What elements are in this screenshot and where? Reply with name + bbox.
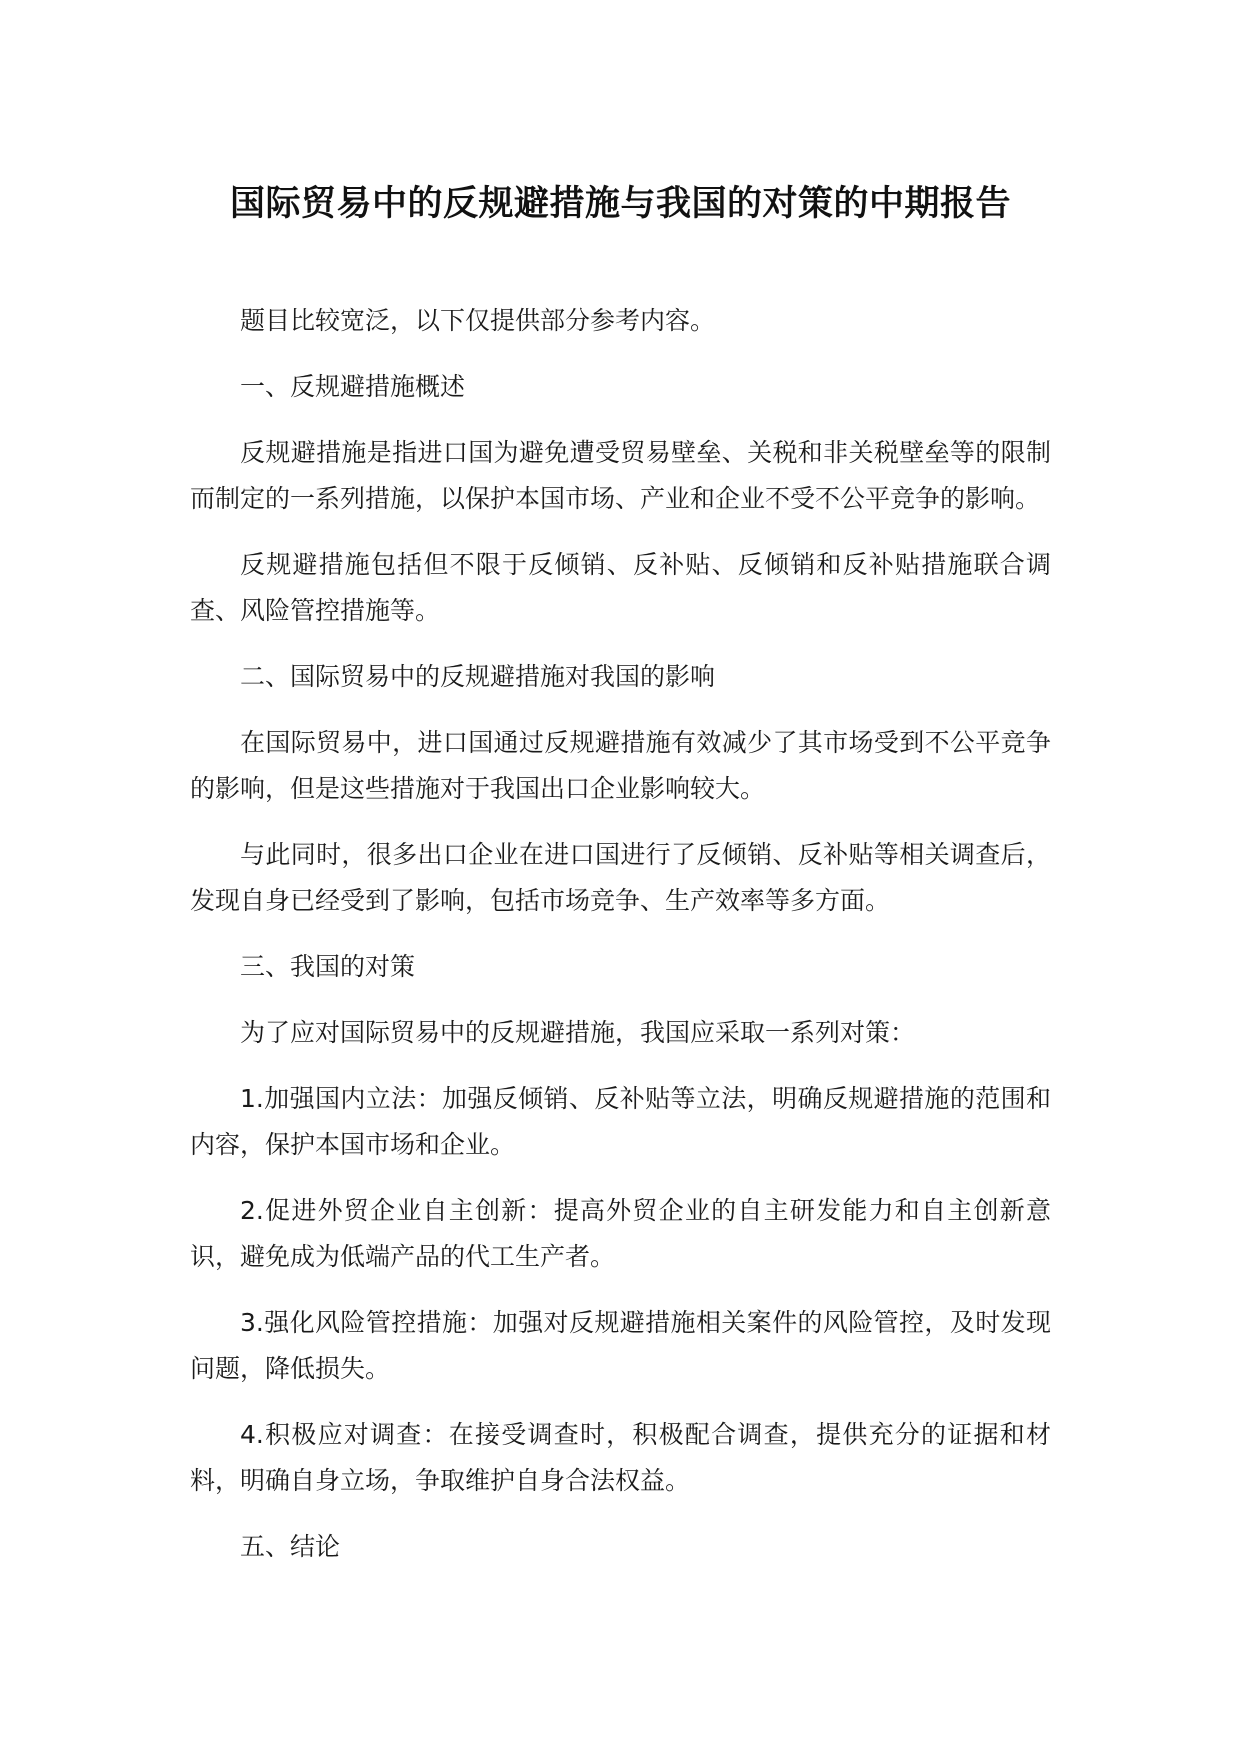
document-title: 国际贸易中的反规避措施与我国的对策的中期报告: [229, 184, 1011, 224]
paragraph: 与此同时，很多出口企业在进口国进行了反倾销、反补贴等相关调查后，发现自身已经受到了影响，包括市场竞争、生产效率等多方面。: [190, 840, 1051, 915]
list-item: 1.加强国内立法：加强反倾销、反补贴等立法，明确反规避措施的范围和内容，保护本国市场和企业。: [190, 1084, 1051, 1159]
section-heading-3: 三、我国的对策: [240, 952, 416, 981]
paragraph: 反规避措施是指进口国为避免遭受贸易壁垒、关税和非关税壁垒等的限制而制定的一系列措施，以保护本国市场、产业和企业不受不公平竞争的影响。: [190, 438, 1051, 513]
paragraph: 在国际贸易中，进口国通过反规避措施有效减少了其市场受到不公平竞争的影响，但是这些措施对于我国出口企业影响较大。: [190, 728, 1051, 803]
section-heading-1: 一、反规避措施概述: [240, 372, 466, 401]
section-heading-5: 五、结论: [240, 1532, 341, 1561]
document-body: [190, 298, 1051, 1570]
list-item: 4.积极应对调查：在接受调查时，积极配合调查，提供充分的证据和材料，明确自身立场，争取维护自身合法权益。: [190, 1420, 1051, 1495]
paragraph-intro: 题目比较宽泛，以下仅提供部分参考内容。: [240, 306, 716, 335]
paragraph: 为了应对国际贸易中的反规避措施，我国应采取一系列对策：: [240, 1018, 916, 1047]
list-item: 2.促进外贸企业自主创新：提高外贸企业的自主研发能力和自主创新意识，避免成为低端产品的代工生产者。: [190, 1196, 1051, 1271]
list-item: 3.强化风险管控措施：加强对反规避措施相关案件的风险管控，及时发现问题，降低损失。: [190, 1308, 1051, 1383]
section-heading-2: 二、国际贸易中的反规避措施对我国的影响: [240, 662, 716, 691]
paragraph: 反规避措施包括但不限于反倾销、反补贴、反倾销和反补贴措施联合调查、风险管控措施等。: [190, 550, 1051, 625]
